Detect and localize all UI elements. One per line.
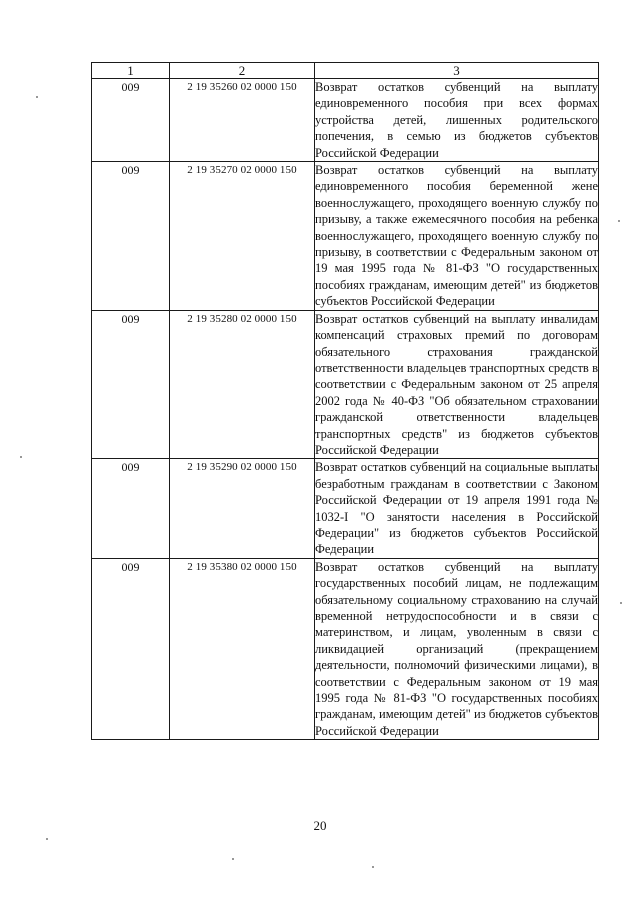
budget-class-code-cell: 2 19 35380 02 0000 150	[170, 558, 315, 739]
budget-class-code-cell: 2 19 35270 02 0000 150	[170, 162, 315, 311]
page-number: 20	[313, 818, 327, 833]
table-row	[92, 558, 599, 739]
admin-code-cell: 009	[92, 162, 170, 311]
scan-speck	[232, 858, 234, 860]
table-header-row	[92, 63, 599, 79]
admin-code-cell: 009	[92, 79, 170, 162]
scan-speck	[36, 96, 38, 98]
scan-speck	[46, 838, 48, 840]
budget-class-code-cell: 2 19 35260 02 0000 150	[170, 79, 315, 162]
column-header-1: 1	[92, 63, 170, 79]
table-row	[92, 162, 599, 311]
scan-speck	[372, 866, 374, 868]
budget-class-code-cell: 2 19 35280 02 0000 150	[170, 310, 315, 459]
description-cell: Возврат остатков субвенций на выплату государственных пособий лицам, не подлежащим обязательному социальному страхованию на случай временной нетрудоспособности и в связи с материнством, и лицам, уволенным в связи с ликвидацией организаций (прекращением деятельности, полномочий физическими лицами), в соответствии с Федеральным законом от 19 мая 1995 года № 81-ФЗ "О государственных пособиях гражданам, имеющим детей" из бюджетов субъектов Российской Федерации	[315, 559, 598, 738]
scan-speck	[618, 220, 620, 222]
table-row	[92, 79, 599, 162]
description-cell: Возврат остатков субвенций на выплату единовременного пособия беременной жене военнослужащего, проходящего военную службу по призыву, а также ежемесячного пособия на ребенка военнослужащего, проходящего военную службу по призыву, в соответствии с Федеральным законом от 19 мая 1995 года № 81-ФЗ "О государственных пособиях гражданам, имеющим детей" из бюджетов субъектов Российской Федерации	[315, 163, 598, 309]
description-cell: Возврат остатков субвенций на социальные выплаты безработным гражданам в соответствии с Законом Российской Федерации от 19 апреля 1991 года № 1032-I "О занятости населения в Российской Федерации" из бюджетов субъектов Российской Федерации	[315, 460, 598, 557]
description-cell: Возврат остатков субвенций на выплату инвалидам компенсаций страховых премий по договорам обязательного страхования гражданской ответственности владельцев транспортных средств в соответствии с Федеральным законом от 25 апреля 2002 года № 40-ФЗ "Об обязательном страховании гражданской ответственности владельцев транспортных средств" из бюджетов субъектов Российской Федерации	[315, 311, 598, 457]
description-cell: Возврат остатков субвенций на выплату единовременного пособия при всех формах устройства детей, лишенных родительского попечения, в семью из бюджетов субъектов Российской Федерации	[315, 80, 598, 160]
scan-speck	[620, 602, 622, 604]
column-header-3: 3	[315, 63, 599, 79]
budget-codes-table	[91, 62, 599, 740]
table-row	[92, 310, 599, 459]
column-header-2: 2	[170, 63, 315, 79]
budget-class-code-cell: 2 19 35290 02 0000 150	[170, 459, 315, 558]
scan-speck	[20, 456, 22, 458]
admin-code-cell: 009	[92, 558, 170, 739]
table-row	[92, 459, 599, 558]
admin-code-cell: 009	[92, 459, 170, 558]
admin-code-cell: 009	[92, 310, 170, 459]
